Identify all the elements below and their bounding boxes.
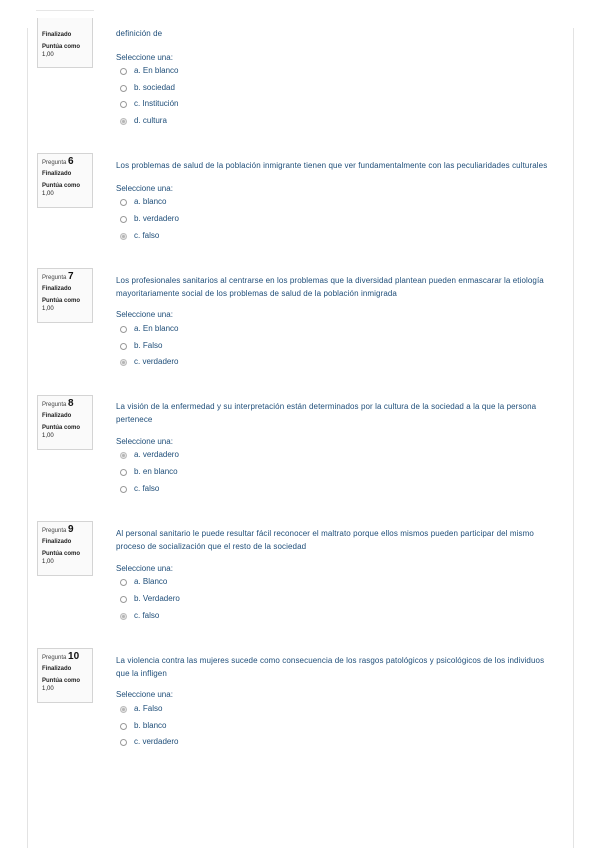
question-grade-value: 1,00 xyxy=(42,306,54,312)
answer-prompt: Seleccione una: xyxy=(116,53,173,62)
answer-option[interactable] xyxy=(120,99,178,109)
answer-option[interactable] xyxy=(120,341,162,351)
question-grade-label: Puntúa como xyxy=(42,298,81,304)
answer-option[interactable] xyxy=(120,484,159,494)
answer-prompt: Seleccione una: xyxy=(116,184,173,193)
radio-button-selected[interactable] xyxy=(120,613,127,620)
answer-option-label: c. verdadero xyxy=(134,737,179,746)
radio-button[interactable] xyxy=(120,579,127,586)
answer-option[interactable] xyxy=(120,116,167,126)
question-grade-value: 1,00 xyxy=(42,559,54,565)
radio-button[interactable] xyxy=(120,68,127,75)
radio-button[interactable] xyxy=(120,469,127,476)
answer-option-label: b. Verdadero xyxy=(134,594,180,603)
question-number: Pregunta 9 xyxy=(42,524,74,535)
radio-button-selected[interactable] xyxy=(120,118,127,125)
answer-option[interactable] xyxy=(120,611,159,621)
answer-prompt: Seleccione una: xyxy=(116,564,173,573)
question-number: Pregunta 6 xyxy=(42,156,74,167)
question-info-box xyxy=(37,648,93,703)
radio-button[interactable] xyxy=(120,596,127,603)
answer-option[interactable] xyxy=(120,704,162,714)
radio-button-selected[interactable] xyxy=(120,452,127,459)
answer-option[interactable] xyxy=(120,83,175,93)
radio-button[interactable] xyxy=(120,216,127,223)
answer-option[interactable] xyxy=(120,324,178,334)
answer-option-label: a. verdadero xyxy=(134,450,179,459)
answer-option[interactable] xyxy=(120,450,179,460)
answer-option[interactable] xyxy=(120,737,178,747)
radio-button[interactable] xyxy=(120,199,127,206)
question-info-box xyxy=(37,268,93,323)
radio-button[interactable] xyxy=(120,723,127,730)
answer-option-label: b. sociedad xyxy=(134,83,175,92)
radio-button-selected[interactable] xyxy=(120,706,127,713)
answer-option-label: b. verdadero xyxy=(134,214,179,223)
question-text: La violencia contra las mujeres sucede como consecuencia de los rasgos patológicos y psicológicos de los individuos que la infligen xyxy=(116,656,545,678)
question-text: definición de xyxy=(116,29,163,38)
question-number: Pregunta 7 xyxy=(42,271,74,282)
question-state: Finalizado xyxy=(42,286,72,292)
radio-button[interactable] xyxy=(120,343,127,350)
answer-option-label: c. falso xyxy=(134,611,160,620)
answer-option-label: a. Blanco xyxy=(134,577,168,586)
question-state: Finalizado xyxy=(42,171,72,177)
answer-option-label: c. falso xyxy=(134,231,160,240)
question-state: Finalizado xyxy=(42,32,72,38)
answer-option-label: a. Falso xyxy=(134,704,163,713)
radio-button[interactable] xyxy=(120,486,127,493)
question-info-box xyxy=(37,153,93,208)
answer-option-label: a. blanco xyxy=(134,197,167,206)
question-text: La visión de la enfermedad y su interpretación están determinados por la cultura de la sociedad a la que la persona pertenece xyxy=(116,402,537,424)
question-info-box xyxy=(37,395,93,450)
answer-option[interactable] xyxy=(120,467,178,477)
answer-option-label: b. en blanco xyxy=(134,467,178,476)
question-state: Finalizado xyxy=(42,666,72,672)
question-grade-value: 1,00 xyxy=(42,433,54,439)
answer-prompt: Seleccione una: xyxy=(116,437,173,446)
question-info-box xyxy=(37,18,93,68)
answer-option[interactable] xyxy=(120,721,166,731)
answer-option-label: b. blanco xyxy=(134,721,167,730)
answer-option-label: d. cultura xyxy=(134,116,167,125)
answer-option[interactable] xyxy=(120,197,166,207)
answer-option-label: c. Institución xyxy=(134,99,179,108)
content-right-border xyxy=(573,28,574,848)
question-text: Al personal sanitario le puede resultar fácil reconocer el maltrato porque ellos mismos pueden participar del mismo proceso de socialización que el resto de la sociedad xyxy=(116,529,534,551)
answer-option-label: a. En blanco xyxy=(134,324,179,333)
answer-prompt: Seleccione una: xyxy=(116,310,173,319)
question-grade-label: Puntúa como xyxy=(42,183,81,189)
question-state: Finalizado xyxy=(42,539,72,545)
question-grade-value: 1,00 xyxy=(42,191,54,197)
page-top-divider xyxy=(36,10,94,11)
question-grade-label: Puntúa como xyxy=(42,551,81,557)
question-grade-value: 1,00 xyxy=(42,52,54,58)
answer-option-label: a. En blanco xyxy=(134,66,179,75)
question-text: Los problemas de salud de la población inmigrante tienen que ver fundamentalmente con las peculiaridades culturales xyxy=(116,161,548,170)
radio-button-selected[interactable] xyxy=(120,233,127,240)
answer-option-label: c. verdadero xyxy=(134,357,179,366)
question-state: Finalizado xyxy=(42,413,72,419)
question-grade-label: Puntúa como xyxy=(42,678,81,684)
answer-option[interactable] xyxy=(120,357,178,367)
radio-button[interactable] xyxy=(120,101,127,108)
radio-button[interactable] xyxy=(120,326,127,333)
answer-option[interactable] xyxy=(120,214,179,224)
answer-option[interactable] xyxy=(120,66,178,76)
answer-prompt: Seleccione una: xyxy=(116,690,173,699)
answer-option[interactable] xyxy=(120,577,167,587)
question-number: Pregunta 10 xyxy=(42,651,80,662)
answer-option[interactable] xyxy=(120,231,159,241)
question-grade-value: 1,00 xyxy=(42,686,54,692)
answer-option-label: c. falso xyxy=(134,484,160,493)
answer-option[interactable] xyxy=(120,594,180,604)
question-number: Pregunta 8 xyxy=(42,398,74,409)
content-left-border xyxy=(27,28,28,848)
question-info-box xyxy=(37,521,93,576)
radio-button[interactable] xyxy=(120,739,127,746)
question-grade-label: Puntúa como xyxy=(42,425,81,431)
question-text: Los profesionales sanitarios al centrarse en los problemas que la diversidad plantean pueden enmascarar la etiología mayoritariamente social de los problemas de salud de la población inmigrada xyxy=(116,276,544,298)
radio-button[interactable] xyxy=(120,85,127,92)
radio-button-selected[interactable] xyxy=(120,359,127,366)
question-grade-label: Puntúa como xyxy=(42,44,81,50)
answer-option-label: b. Falso xyxy=(134,341,163,350)
